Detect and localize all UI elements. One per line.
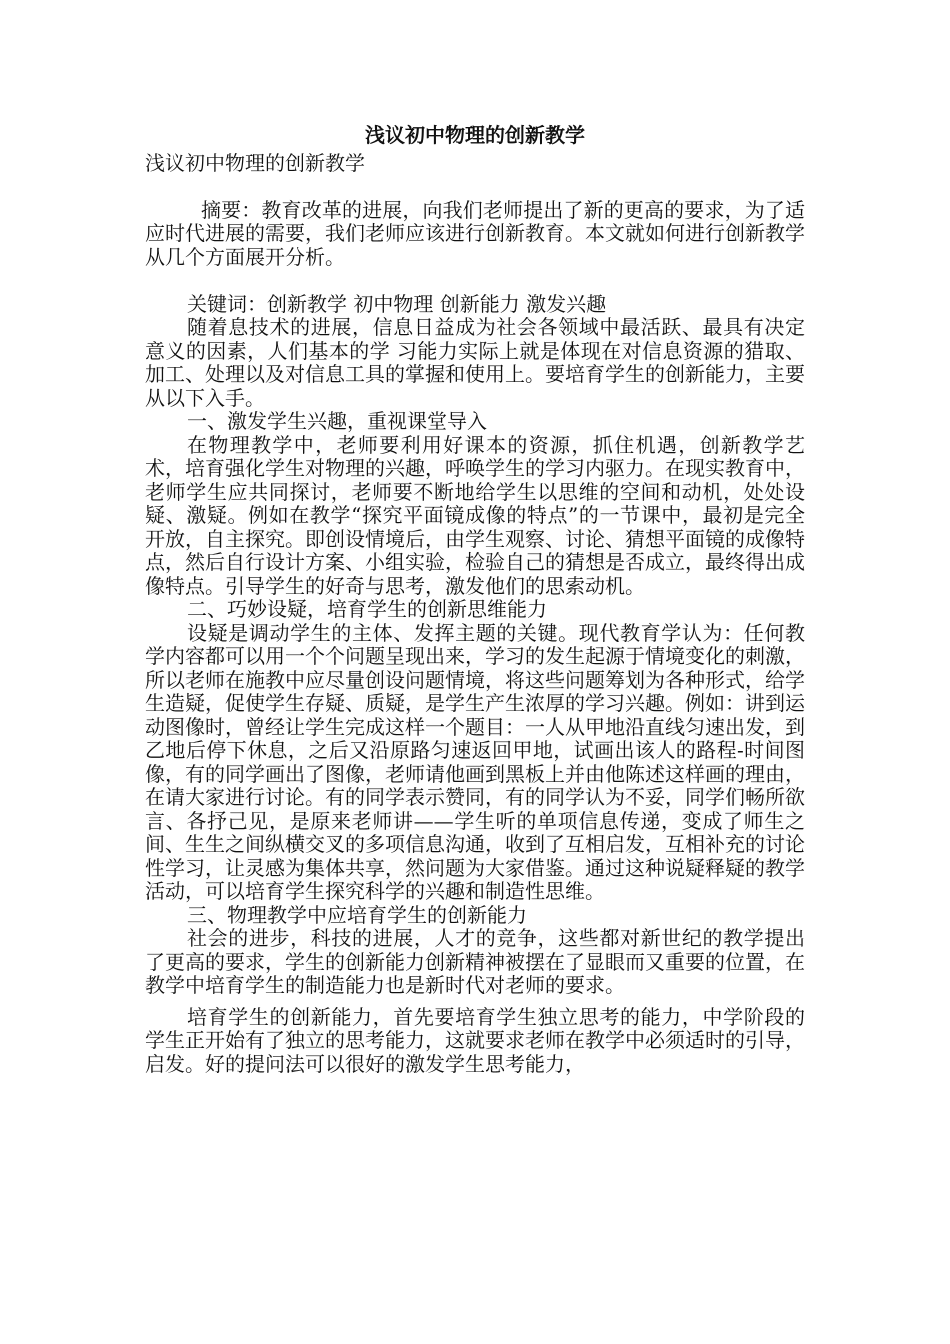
section-body-3b: 培育学生的创新能力，首先要培育学生独立思考的能力，中学阶段的学生正开始有了独立的思考能力，这就要求老师在教学中必须适时的引导，启发。好的提问法可以很好的激发学生思考能力， [145, 1004, 805, 1076]
blank-line [145, 175, 805, 199]
document-subtitle: 浅议初中物理的创新教学 [145, 150, 365, 175]
section-body-1: 在物理教学中，老师要利用好课本的资源，抓住机遇，创新教学艺术，培育强化学生对物理的兴趣，呼唤学生的学习内驱力。在现实教育中，老师学生应共同探讨，老师要不断地给学生以思维的空间和动机，处处设疑、激疑。例如在教学“探究平面镜成像的特点”的一节课中，最初是完全开放，自主探究。即创设情境后，由学生观察、讨论、猜想平面镜的成像特点，然后自行设计方案、小组实验，检验自己的猜想是否成立，最终得出成像特点。引导学生的好奇与思考，激发他们的思索动机。 [145, 432, 805, 598]
keywords-line: 关键词：创新教学 初中物理 创新能力 激发兴趣 [187, 291, 607, 316]
section-heading-2: 二、巧妙设疑，培育学生的创新思维能力 [187, 597, 547, 621]
document-title: 浅议初中物理的创新教学 [365, 123, 585, 147]
abstract-paragraph: 摘要：教育改革的进展，向我们老师提出了新的更高的要求，为了适应时代进展的需要，我们老师应该进行创新教育。本文就如何进行创新教学从几个方面展开分析。 [145, 197, 805, 269]
blank-line [145, 269, 805, 293]
section-body-3: 社会的进步，科技的进展，人才的竞争，这些都对新世纪的教学提出了更高的要求，学生的创新能力创新精神被摆在了显眼而又重要的位置，在教学中培育学生的制造能力也是新时代对老师的要求。 [145, 926, 805, 997]
document-page [145, 124, 805, 1076]
intro-paragraph: 随着息技术的进展，信息日益成为社会各领域中最活跃、最具有决定意义的因素，人们基本的学 习能力实际上就是体现在对信息资源的猎取、加工、处理以及对信息工具的掌握和使用上。要培育学生的创新能力，主要从以下入手。 [145, 315, 805, 410]
section-heading-1: 一、激发学生兴趣，重视课堂导入 [187, 409, 487, 433]
section-heading-3: 三、物理教学中应培育学生的创新能力 [187, 902, 527, 927]
section-body-2: 设疑是调动学生的主体、发挥主题的关键。现代教育学认为：任何教学内容都可以用一个个问题呈现出来，学习的发生起源于情境变化的刺激，所以老师在施教中应尽量创设问题情境，将这些问题筹划为各种形式，给学生造疑，促使学生存疑、质疑，是学生产生浓厚的学习兴趣。例如：讲到运动图像时，曾经让学生完成这样一个题目：一人从甲地沿直线匀速出发，到乙地后停下休息，之后又沿原路匀速返回甲地，试画出该人的路程-时间图像，有的同学画出了图像，老师请他画到黑板上并由他陈述这样画的理由，在请大家进行讨论。有的同学表示赞同，有的同学认为不妥，同学们畅所欲言、各抒己见，是原来老师讲——学生听的单项信息传递，变成了师生之间、生生之间纵横交叉的多项信息沟通，收到了互相启发，互相补充的讨论性学习，让灵感为集体共享，然问题为大家借鉴。通过这种说疑释疑的教学活动，可以培育学生探究科学的兴趣和制造性思维。 [145, 620, 805, 903]
